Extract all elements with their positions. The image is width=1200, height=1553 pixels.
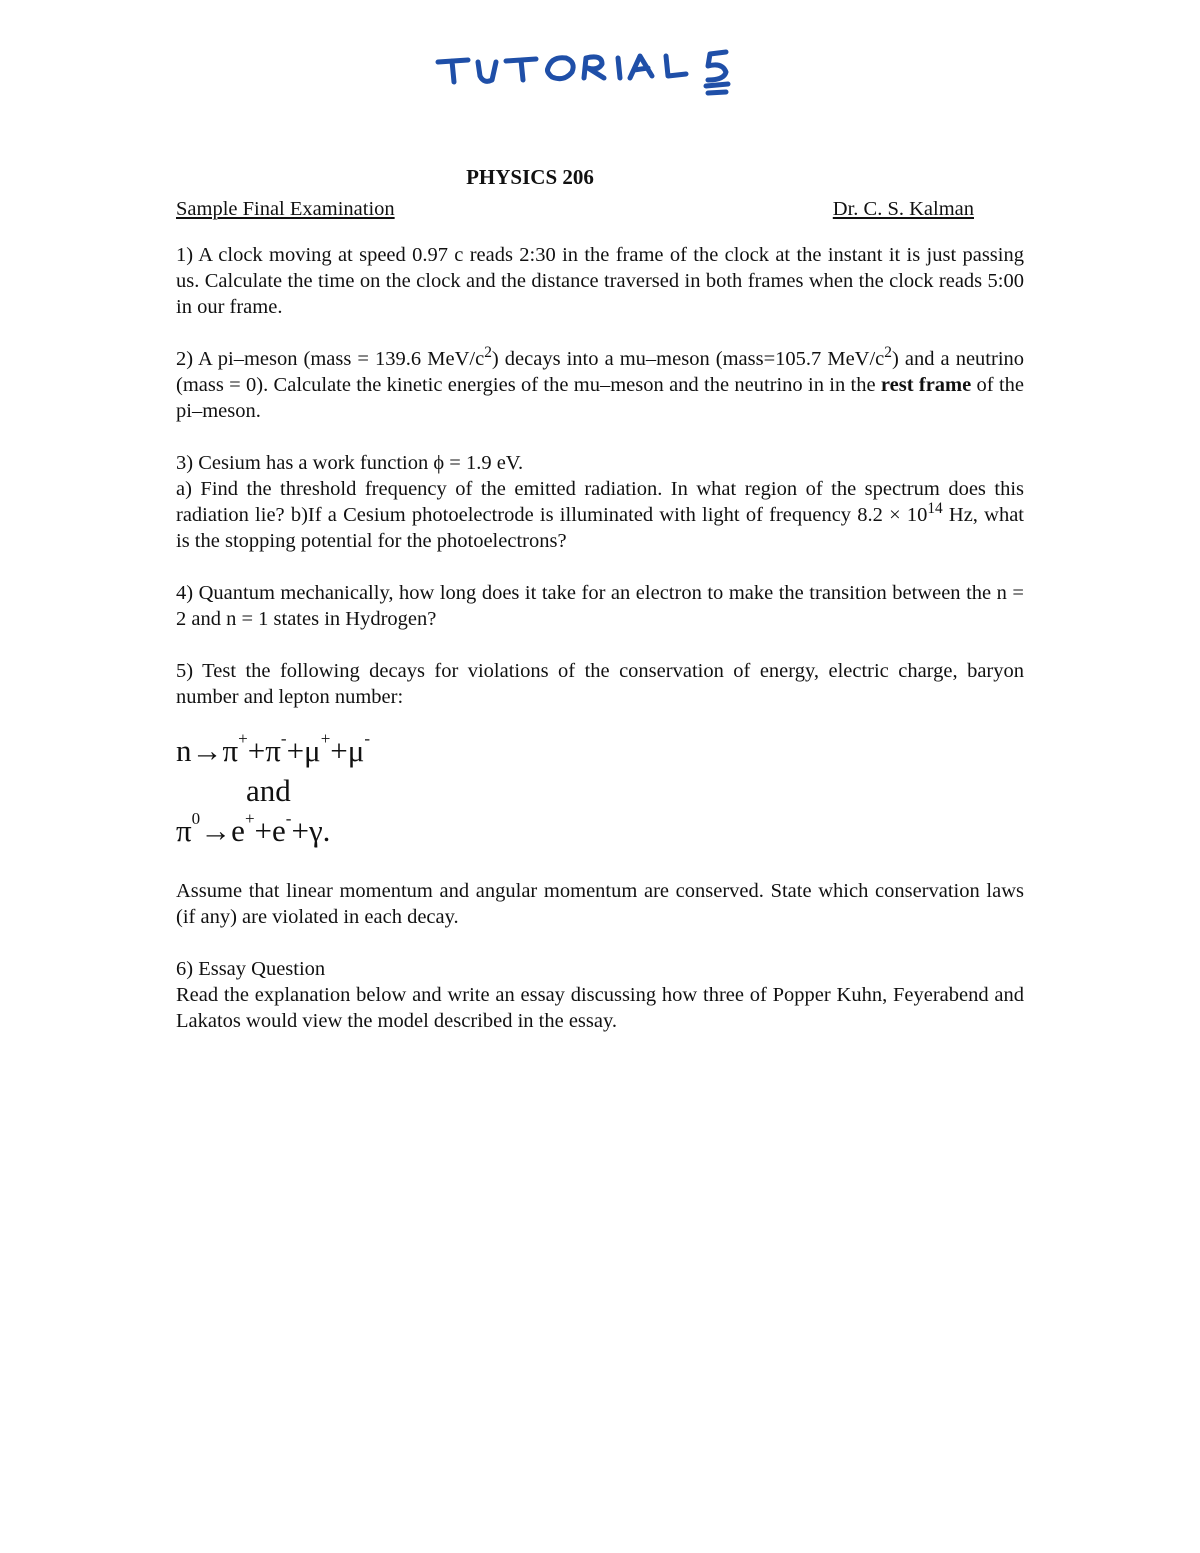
question-2: 2) A pi–meson (mass = 139.6 MeV/$c^2$) decays into a mu–meson (mass=105.7 MeV/$c^2$) and a neutrino (mass = 0). Calculate the kinetic energies of the mu–meson and the neutrino in in the rest frame of the pi–meson. [176,344,1025,422]
question-6-body: Read the explanation below and write an essay discussing how three of Popper Kuhn, Feyerabend and Lakatos would view the model described in the essay. [176,984,1024,1032]
decay-equation-2: $\pi^0\to e^++e^-+\gamma$. [176,808,331,848]
decay-equations [176,730,1024,852]
question-5-intro: 5) Test the following decays for violations of the conservation of energy, electric charge, baryon number and lepton number: [176,660,1024,708]
decay-equation-1: n→π++π-+μ++μ- [176,728,371,768]
rest-frame-bold: rest frame [880,374,972,396]
question-5-outro: Assume that linear momentum and angular momentum are conserved. State which conservation laws (if any) are violated in each decay. [176,880,1024,928]
question-3-parts: a) Find the threshold frequency of the emitted radiation. In what region of the spectrum does this radiation lie? b)If a Cesium photoelectrode is illuminated with light of frequency $8.2 \times 10^{14}$ Hz, what is the stopping potential for the photoelectrons? [176,478,1024,552]
question-6-title: 6) Essay Question [176,958,326,980]
exam-subtitle: Sample Final Examination [176,198,395,220]
question-3 [176,450,1024,554]
question-3-intro: 3) Cesium has a work function ϕ = 1.9 eV. [176,452,524,474]
course-title: PHYSICS 206 [466,165,594,189]
question-6 [176,956,1024,1034]
decay-and: and [246,773,291,808]
question-1: 1) A clock moving at speed 0.97 c reads 2:30 in the frame of the clock at the instant it is just passing us. Calculate the time on the clock and the distance traversed in both frames when the clock reads 5:00 in our frame. [176,244,1024,318]
instructor-name: Dr. C. S. Kalman [832,198,974,220]
question-4: 4) Quantum mechanically, how long does it take for an electron to make the transition between the n = 2 and n = 1 states in Hydrogen? [176,582,1024,630]
handwritten-title [430,44,740,100]
exam-subheader [176,196,1024,222]
exam-page [176,160,1024,1060]
